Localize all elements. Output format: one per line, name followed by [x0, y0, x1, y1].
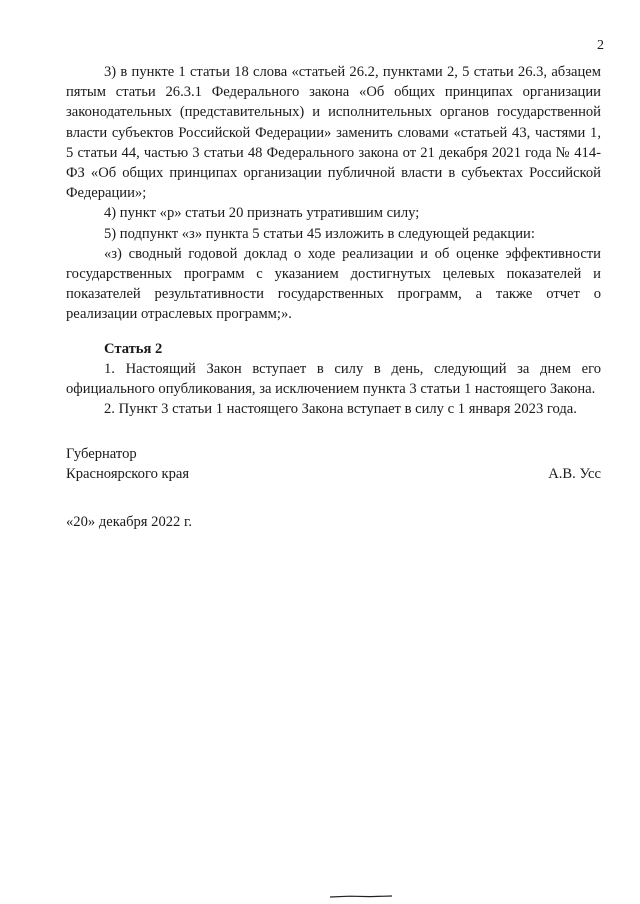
page-number: 2 [597, 38, 604, 53]
signer-name: А.В. Усс [548, 466, 601, 483]
signer-row [66, 464, 601, 484]
scan-artifact-mark [330, 895, 392, 898]
article-2-heading: Статья 2 [104, 340, 163, 357]
signature-block [66, 444, 601, 484]
article-2-paragraph-1: 1. Настоящий Закон вступает в силу в день, следующий за днем его официального опубликования, за исключением пункта 3 статьи 1 настоящего Закона. [66, 360, 601, 398]
paragraph-item-4: 4) пункт «р» статьи 20 признать утратившим силу; [104, 205, 420, 222]
paragraph-item-3: 3) в пункте 1 статьи 18 слова «статьей 26.2, пунктами 2, 5 статьи 26.3, абзацем пятым статьи 26.3.1 Федерального закона «Об общих принципах организации законодательных (представительных) и исполнительных органов государственной власти субъектов Российской Федерации» заменить словами «статьей 43, частями 1, 5 статьи 44, частью 3 статьи 48 Федерального закона от 21 декабря 2021 года № 414-ФЗ «Об общих принципах организации публичной власти в субъектах Российской Федерации»; [66, 64, 601, 202]
signer-title-line-1: Губернатор [66, 446, 137, 462]
article-2-paragraph-2: 2. Пункт 3 статьи 1 настоящего Закона вступает в силу с 1 января 2023 года. [104, 401, 577, 418]
document-body [66, 62, 601, 419]
paragraph-item-5: 5) подпункт «з» пункта 5 статьи 45 изложить в следующей редакции: [104, 225, 535, 242]
signer-title-line-2: Красноярского края [66, 466, 190, 483]
paragraph-subitem-z: «з) сводный годовой доклад о ходе реализации и об оценке эффективности государственных программ с указанием достигнутых целевых показателей и показателей результативности государственных программ, а также отчет о реализации отраслевых программ;». [66, 245, 601, 323]
signing-date: «20» декабря 2022 г. [66, 514, 192, 530]
